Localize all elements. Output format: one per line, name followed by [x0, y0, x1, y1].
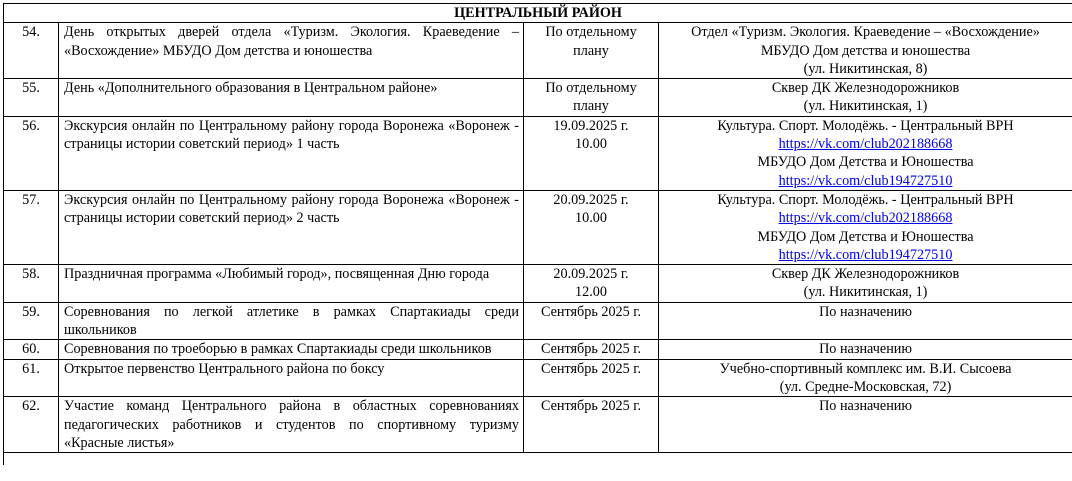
table-row — [4, 23, 1072, 79]
event-place — [659, 116, 1072, 190]
event-place — [659, 359, 1072, 397]
place-line: Сквер ДК Железнодорожников — [771, 266, 960, 283]
event-date — [524, 265, 659, 303]
event-name: Праздничная программа «Любимый город», посвященная Дню города — [59, 265, 524, 303]
place-link-line — [661, 209, 1070, 227]
event-place — [659, 79, 1072, 117]
place-line: (ул. Никитинская, 1) — [803, 98, 928, 115]
table-row — [4, 340, 1072, 359]
row-number: 54. — [4, 23, 59, 79]
event-date-line: 20.09.2025 г. — [553, 266, 629, 283]
event-place — [659, 302, 1072, 340]
event-date-line: По отдельному — [545, 24, 637, 41]
row-number: 55. — [4, 79, 59, 117]
place-line: МБУДО Дом детства и юношества — [760, 42, 971, 59]
row-number: 58. — [4, 265, 59, 303]
event-date-line: 12.00 — [575, 284, 607, 301]
place-link-line — [661, 135, 1070, 153]
event-place — [659, 340, 1072, 359]
event-name: Открытое первенство Центрального района по боксу — [59, 359, 524, 397]
event-date — [524, 190, 659, 264]
event-date-line: 20.09.2025 г. — [553, 191, 629, 208]
event-name: Экскурсия онлайн по Центральному району города Воронежа «Воронеж - страницы истории советский период» 2 часть — [59, 190, 524, 264]
place-line: По назначению — [819, 341, 912, 358]
event-date — [524, 79, 659, 117]
row-number: 60. — [4, 340, 59, 359]
place-line: МБУДО Дом Детства и Юношества — [757, 228, 974, 245]
event-place — [659, 265, 1072, 303]
place-line: По назначению — [819, 398, 912, 415]
event-date — [524, 359, 659, 397]
table-row — [4, 265, 1072, 303]
event-date-line: Сентябрь 2025 г. — [540, 303, 642, 320]
place-line: МБУДО Дом Детства и Юношества — [757, 154, 974, 171]
empty-row — [4, 453, 1072, 466]
table-row — [4, 397, 1072, 453]
event-date — [524, 302, 659, 340]
table-row — [4, 302, 1072, 340]
place-line: (ул. Средне-Московская, 72) — [779, 378, 952, 395]
event-name: Участие команд Центрального района в областных соревнованиях педагогических работников и студентов по спортивному туризму «Красные листья» — [59, 397, 524, 453]
place-line: Культура. Спорт. Молодёжь. - Центральный ВРН — [717, 191, 1014, 208]
event-name: Соревнования по легкой атлетике в рамках Спартакиады среди школьников — [59, 302, 524, 340]
event-place — [659, 23, 1072, 79]
event-date-line: 10.00 — [575, 136, 607, 153]
event-name: День «Дополнительного образования в Центральном районе» — [59, 79, 524, 117]
event-date — [524, 116, 659, 190]
table-row — [4, 190, 1072, 264]
event-date-line: По отдельному — [545, 80, 637, 97]
event-name: День открытых дверей отдела «Туризм. Экология. Краеведение – «Восхождение» МБУДО Дом детства и юношества — [59, 23, 524, 79]
event-date-line: 19.09.2025 г. — [553, 117, 629, 134]
place-line: Сквер ДК Железнодорожников — [771, 80, 960, 97]
place-link[interactable]: https://vk.com/club194727510 — [778, 246, 953, 263]
event-date-line: плану — [573, 42, 609, 59]
event-name: Экскурсия онлайн по Центральному району города Воронежа «Воронеж - страницы истории советский период» 1 часть — [59, 116, 524, 190]
events-table — [3, 3, 1072, 465]
place-link-line — [661, 246, 1070, 264]
place-link[interactable]: https://vk.com/club202188668 — [778, 210, 953, 227]
event-date-line: 10.00 — [575, 210, 607, 227]
row-number: 61. — [4, 359, 59, 397]
table-row — [4, 79, 1072, 117]
event-date — [524, 23, 659, 79]
section-header-row — [4, 4, 1072, 23]
place-line: Культура. Спорт. Молодёжь. - Центральный ВРН — [717, 117, 1014, 134]
place-line: Учебно-спортивный комплекс им. В.И. Сысоева — [719, 360, 1012, 377]
event-date — [524, 397, 659, 453]
document-page — [3, 3, 1072, 465]
event-date-line: Сентябрь 2025 г. — [540, 341, 642, 358]
place-link[interactable]: https://vk.com/club202188668 — [778, 136, 953, 153]
event-date-line: Сентябрь 2025 г. — [540, 398, 642, 415]
place-line: (ул. Никитинская, 8) — [803, 60, 928, 77]
event-date-line: Сентябрь 2025 г. — [540, 360, 642, 377]
section-title: ЦЕНТРАЛЬНЫЙ РАЙОН — [4, 4, 1072, 23]
table-row — [4, 116, 1072, 190]
row-number: 56. — [4, 116, 59, 190]
event-place — [659, 397, 1072, 453]
row-number: 59. — [4, 302, 59, 340]
event-name: Соревнования по троеборью в рамках Спартакиады среди школьников — [59, 340, 524, 359]
event-place — [659, 190, 1072, 264]
place-line: По назначению — [819, 303, 912, 320]
event-date-line: плану — [573, 98, 609, 115]
row-number: 62. — [4, 397, 59, 453]
place-link[interactable]: https://vk.com/club194727510 — [778, 172, 953, 189]
empty-cell — [4, 453, 1072, 466]
row-number: 57. — [4, 190, 59, 264]
place-line: (ул. Никитинская, 1) — [803, 284, 928, 301]
place-line: Отдел «Туризм. Экология. Краеведение – «Восхождение» — [691, 24, 1040, 41]
place-link-line — [661, 172, 1070, 190]
table-row — [4, 359, 1072, 397]
event-date — [524, 340, 659, 359]
